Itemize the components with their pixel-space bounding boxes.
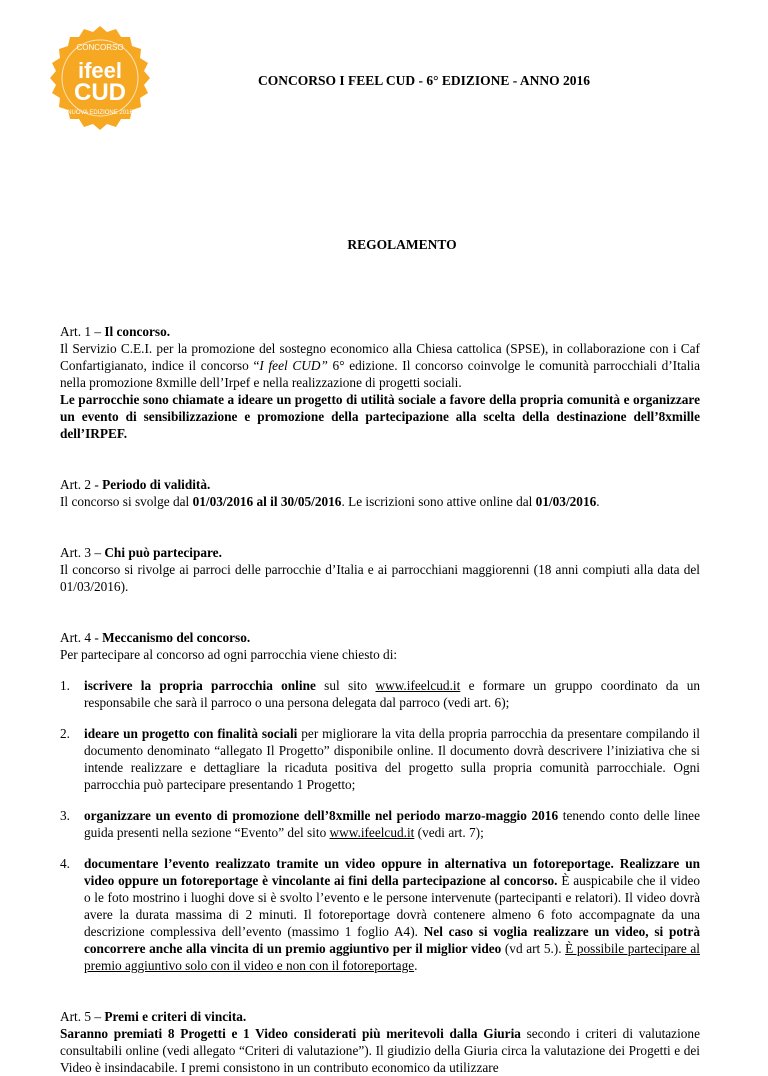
article-5: Art. 5 – Premi e criteri di vincita. Saranno premiati 8 Progetti e 1 Video considerati più meritevoli dalla Giuria secondo i criteri di valutazione consultabili online (vedi allegato “Criteri di valutazione”). Il giudizio della Giuria circa la valutazione dei Progetti e dei Video è insindacabile. I premi consistono in un contributo economico da utilizzare: [60, 1009, 700, 1075]
ifeelcud-link[interactable]: www.ifeelcud.it: [329, 825, 415, 840]
list-item: 4. documentare l’evento realizzato tramite un video oppure in alternativa un fotoreportage. Realizzare un video oppure un fotoreportage è vincolante ai fini della partecipazione al concorso. È auspicabile che il video o le foto mostrino i luoghi dove si è svolto l’evento e le persone intervenute (partecipanti e relatori). Il video dovrà avere la durata massima di 2 minuti. Il fotoreportage dovrà contenere almeno 6 foto accompagnate da una descrizione complessiva dell’evento (massimo 1 foglio A4). Nel caso si voglia realizzare un video, si potrà concorrere anche alla vincita di un premio aggiuntivo per il miglior video (vd art 5.). È possibile partecipare al premio aggiuntivo solo con il video e non con il fotoreportage.: [60, 856, 700, 973]
article-heading: Il concorso.: [104, 324, 171, 339]
document-title: CONCORSO I FEEL CUD - 6° EDIZIONE - ANNO 2016: [257, 73, 591, 88]
regulation-body: [60, 323, 700, 1076]
participation-steps: [60, 677, 700, 974]
article-heading: Chi può partecipare.: [104, 545, 222, 560]
regolamento-heading: REGOLAMENTO: [347, 237, 457, 252]
article-heading: Periodo di validità.: [102, 477, 211, 492]
logo-bottom-text: NUOVA EDIZIONE 2016: [67, 110, 133, 116]
logo-top-text: CONCORSO: [76, 43, 124, 52]
article-4: Art. 4 - Meccanismo del concorso. Per partecipare al concorso ad ogni parrocchia viene chiesto di: 1. iscrivere la propria parrocchia online sul sito www.ifeelcud.it e formare un gruppo coordinato da un responsabile che sarà il parroco o una persona delegata dal parroco (vedi art. 6); 2. ideare un progetto con finalità sociali per migliorare la vita della propria parrocchia da presentare compilando il documento denominato “allegato Il Progetto” disponibile online. Il documento dovrà descrivere l’iniziativa che si intende realizzare e dettagliare la ricaduta positiva del progetto sulla propria comunità parrocchiale. Ogni parrocchia può partecipare presentando 1 Progetto; 3. organizzare un evento di promozione dell’8xmille nel periodo marzo-maggio 2016 tenendo conto delle linee guida presenti nella sezione “Evento” del sito www.ifeelcud.it (vedi art. 7); 4. documentare l’evento realizzato tramite un video oppure in alternativa un fotoreportage. Realizzare un video oppure un fotoreportage è vincolante ai fini della partecipazione al concorso. È auspicabile che il video o le foto mostrino i luoghi dove si è svolto l’evento e le persone intervenute (partecipanti e relatori). Il video dovrà avere la durata massima di 2 minuti. Il fotoreportage dovrà contenere almeno 6 foto accompagnate da una descrizione complessiva dell’evento (massimo 1 foglio A4). Nel caso si voglia realizzare un video, si potrà concorrere anche alla vincita di un premio aggiuntivo per il miglior video (vd art 5.). È possibile partecipare al premio aggiuntivo solo con il video e non con il fotoreportage.: [60, 630, 700, 973]
article-heading: Premi e criteri di vincita.: [104, 1009, 247, 1024]
logo-ifeel-text: ifeel: [77, 58, 123, 83]
logo-cud-text: CUD: [74, 79, 126, 106]
list-item: 3. organizzare un evento di promozione dell’8xmille nel periodo marzo-maggio 2016 tenendo conto delle linee guida presenti nella sezione “Evento” del sito www.ifeelcud.it (vedi art. 7);: [60, 808, 700, 840]
article-heading: Meccanismo del concorso.: [102, 630, 251, 645]
article-2: Art. 2 - Periodo di validità. Il concorso si svolge dal 01/03/2016 al il 30/05/2016. Le iscrizioni sono attive online dal 01/03/2016.: [60, 477, 600, 509]
article-1: Art. 1 – Il concorso. Il Servizio C.E.I. per la promozione del sostegno economico alla Chiesa cattolica (SPSE), in collaborazione con i Caf Confartigianato, indice il concorso “I feel CUD” 6° edizione. Il concorso coinvolge le comunità parrocchiali d’Italia nella promozione 8xmille dell’Irpef e nella realizzazione di progetti sociali. Le parrocchie sono chiamate a ideare un progetto di utilità sociale a favore della propria comunità e organizzare un evento di sensibilizzazione e promozione della partecipazione alla scelta della destinazione dell’8xmille dell’IRPEF.: [60, 324, 700, 441]
list-item: 2. ideare un progetto con finalità sociali per migliorare la vita della propria parrocchia da presentare compilando il documento denominato “allegato Il Progetto” disponibile online. Il documento dovrà descrivere l’iniziativa che si intende realizzare e dettagliare la ricaduta positiva del progetto sulla propria comunità parrocchiale. Ogni parrocchia può partecipare presentando 1 Progetto;: [60, 726, 700, 792]
ifeelcud-link[interactable]: www.ifeelcud.it: [375, 678, 461, 693]
list-item: 1. iscrivere la propria parrocchia online sul sito www.ifeelcud.it e formare un gruppo coordinato da un responsabile che sarà il parroco o una persona delegata dal parroco (vedi art. 6);: [60, 678, 700, 710]
article-3: Art. 3 – Chi può partecipare. Il concorso si rivolge ai parroci delle parrocchie d’Italia e ai parrocchiani maggiorenni (18 anni compiuti alla data del 01/03/2016).: [60, 545, 700, 594]
